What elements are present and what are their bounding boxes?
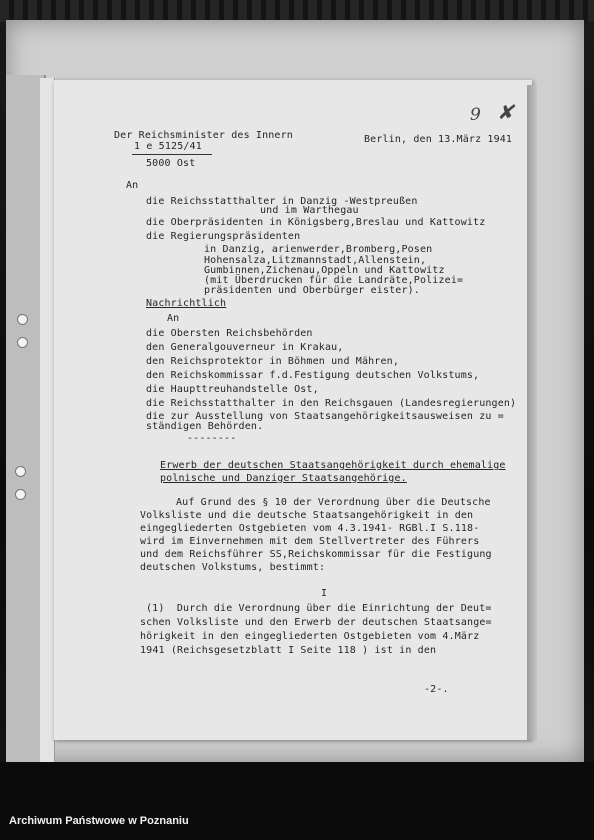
cc-line: den Reichsprotektor in Böhmen und Mähren, <box>146 356 399 367</box>
recipients-an: An <box>126 180 139 191</box>
punch-hole <box>17 314 28 325</box>
body-line: eingegliederten Ostgebieten vom 4.3.1941- RGBl.I S.118- <box>140 523 480 534</box>
recipient-line: die Regierungspräsidenten <box>146 231 301 242</box>
punch-hole <box>15 489 26 500</box>
divider: -------- <box>187 433 237 444</box>
page-marker: -2-. <box>424 684 449 695</box>
cc-line: den Reichskommissar f.d.Festigung deutschen Volkstums, <box>146 370 480 381</box>
recipient-line: Gumbinnen,Zichenau,Oppeln und Kattowitz <box>204 265 445 276</box>
recipient-line: die Oberpräsidenten in Königsberg,Breslau und Kattowitz <box>146 217 486 228</box>
recipient-line: präsidenten und Oberbürger eister). <box>204 285 420 296</box>
paragraph-line: (1) Durch die Verordnung über die Einrichtung der Deut= <box>146 603 492 614</box>
folder-binding-inner <box>40 78 55 763</box>
paragraph-line: 1941 (Reichsgesetzblatt I Seite 118 ) ist in den <box>140 645 437 656</box>
reference-number: 1 e 5125/41 <box>134 141 202 152</box>
body-line: Auf Grund des § 10 der Verordnung über die Deutsche <box>176 497 491 508</box>
place-date: Berlin, den 13.März 1941 <box>364 134 513 145</box>
cc-line: die Haupttreuhandstelle Ost, <box>146 384 319 395</box>
recipient-line: Hohensalza,Litzmannstadt,Allenstein, <box>204 255 427 266</box>
body-line: deutschen Volkstums, bestimmt: <box>140 562 326 573</box>
body-line: und dem Reichsführer SS,Reichskommissar für die Festigung <box>140 549 492 560</box>
recipient-line: die Reichsstatthalter in Danzig -Westpreußen <box>146 196 418 207</box>
page-shadow <box>527 85 537 740</box>
punch-hole <box>15 466 26 477</box>
archive-label: Archiwum Państwowe w Poznaniu <box>9 815 189 827</box>
crossed-page-number-mark: ✘ <box>497 100 514 124</box>
cc-line: ständigen Behörden. <box>146 421 264 432</box>
paragraph-line: schen Volksliste und den Erwerb der deutschen Staatsange= <box>140 617 492 628</box>
recipient-line: und im Warthegau <box>260 205 359 216</box>
cc-heading: Nachrichtlich <box>146 298 227 309</box>
sender: Der Reichsminister des Innern <box>114 130 293 141</box>
bottom-strip <box>0 762 594 840</box>
subject-line-2: polnische und Danziger Staatsangehörige. <box>160 473 407 484</box>
department: 5000 Ost <box>146 158 196 169</box>
cc-an: An <box>167 313 180 324</box>
cc-line: die Obersten Reichsbehörden <box>146 328 313 339</box>
body-line: wird im Einvernehmen mit dem Stellvertreter des Führers <box>140 536 480 547</box>
page-number-handwritten: 9 <box>470 105 481 125</box>
recipient-line: (mit Überdrucken für die Landräte,Polizei= <box>204 275 464 286</box>
cc-line: den Generalgouverneur in Krakau, <box>146 342 344 353</box>
paragraph-line: hörigkeit in den eingegliederten Ostgebieten vom 4.März <box>140 631 480 642</box>
body-line: Volksliste und die deutsche Staatsangehörigkeit in den <box>140 510 474 521</box>
punch-hole <box>17 337 28 348</box>
reference-underline <box>132 154 212 155</box>
film-edge <box>0 0 594 22</box>
subject-line-1: Erwerb der deutschen Staatsangehörigkeit durch ehemalige <box>160 460 506 471</box>
recipient-line: in Danzig, arienwerder,Bromberg,Posen <box>204 244 433 255</box>
cc-line: die Reichsstatthalter in den Reichsgauen (Landesregierungen) <box>146 398 517 409</box>
cc-line: die zur Ausstellung von Staatsangehörigkeitsausweisen zu = <box>146 411 504 422</box>
section-number: I <box>321 588 328 599</box>
